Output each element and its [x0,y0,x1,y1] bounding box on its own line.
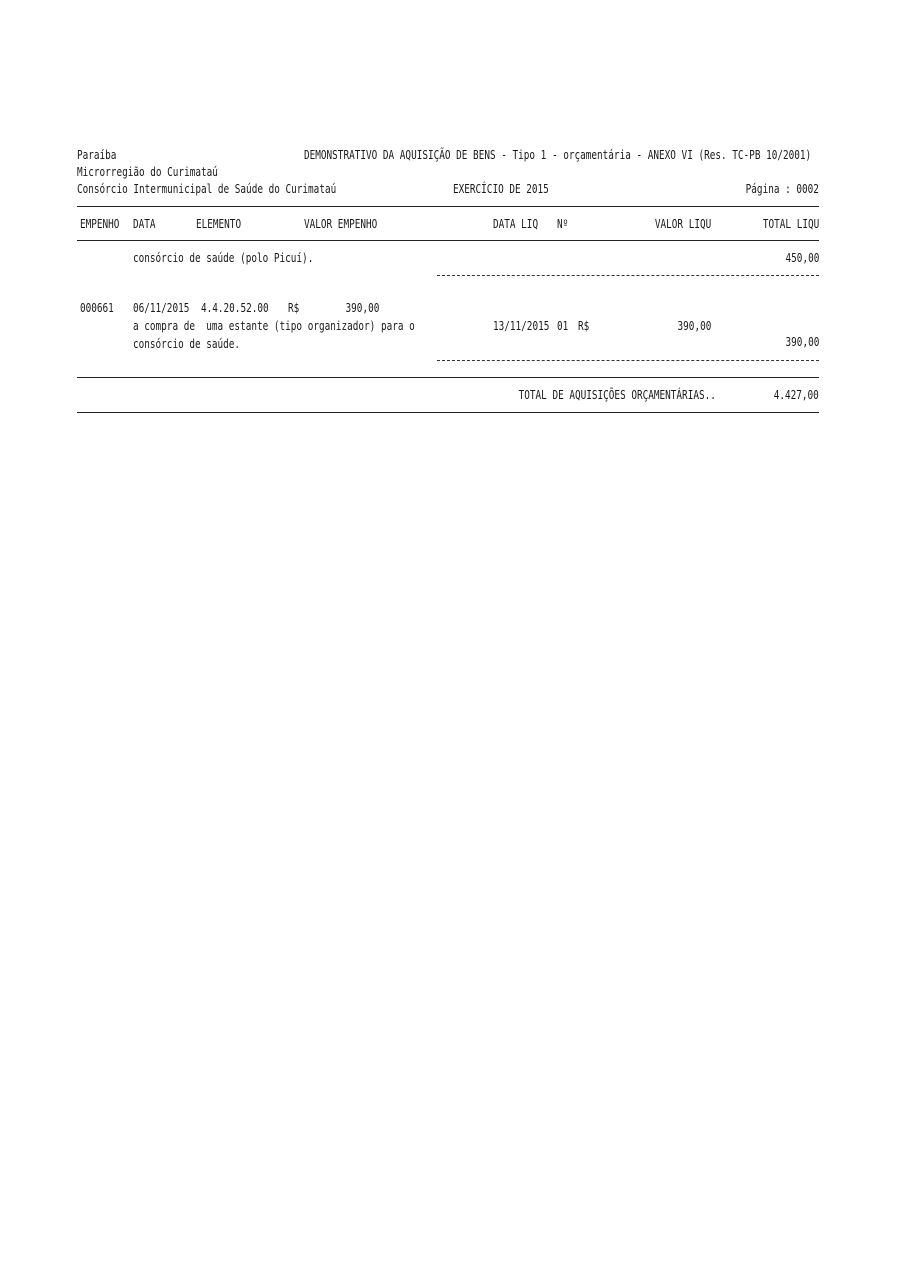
report-title: DEMONSTRATIVO DA AQUISIÇÃO DE BENS - Tipo 1 - orçamentária - ANEXO VI (Res. TC-PB 10/2001) [304,148,812,162]
total-value: 4.427,00 [773,388,819,402]
entry-data: 06/11/2015 [133,301,190,315]
entry-numero: 01 [557,319,569,333]
entity-name: Consórcio Intermunicipal de Saúde do Curimataú [77,182,337,196]
col-data-liq: DATA LIQ [493,217,539,231]
col-data: DATA [133,217,156,231]
col-empenho: EMPENHO [80,217,120,231]
entry-data-liq: 13/11/2015 [493,319,550,333]
columns-divider [77,240,819,241]
entry-currency: R$ [288,301,300,315]
row-separator [437,360,819,361]
entry-liq-currency: R$ [578,319,590,333]
entry-elemento: 4.4.20.52.00 [201,301,269,315]
exercise-year: EXERCÍCIO DE 2015 [453,182,549,196]
entry-valor-liqu: 390,00 [677,319,711,333]
page-number: Página : 0002 [745,182,819,196]
entry-valor-empenho: 390,00 [345,301,379,315]
total-label: TOTAL DE AQUISIÇÕES ORÇAMENTÁRIAS.. [518,388,716,402]
carryover-description: consórcio de saúde (polo Picuí). [133,251,314,265]
col-valor-liqu: VALOR LIQU [654,217,711,231]
state-name: Paraíba [77,148,117,162]
total-divider-top [77,377,819,378]
entry-total-liqu: 390,00 [785,335,819,349]
entry-description-line1: a compra de uma estante (tipo organizador) para o [133,319,415,333]
row-separator [437,275,819,276]
region-name: Microrregião do Curimataú [77,165,218,179]
entry-description-line2: consórcio de saúde. [133,337,241,351]
entry-empenho: 000661 [80,301,114,315]
header-divider [77,206,819,207]
col-total-liqu: TOTAL LIQU [762,217,819,231]
total-divider-bottom [77,412,819,413]
col-valor-empenho: VALOR EMPENHO [304,217,378,231]
col-numero: Nº [557,217,569,231]
carryover-total: 450,00 [785,251,819,265]
col-elemento: ELEMENTO [196,217,242,231]
